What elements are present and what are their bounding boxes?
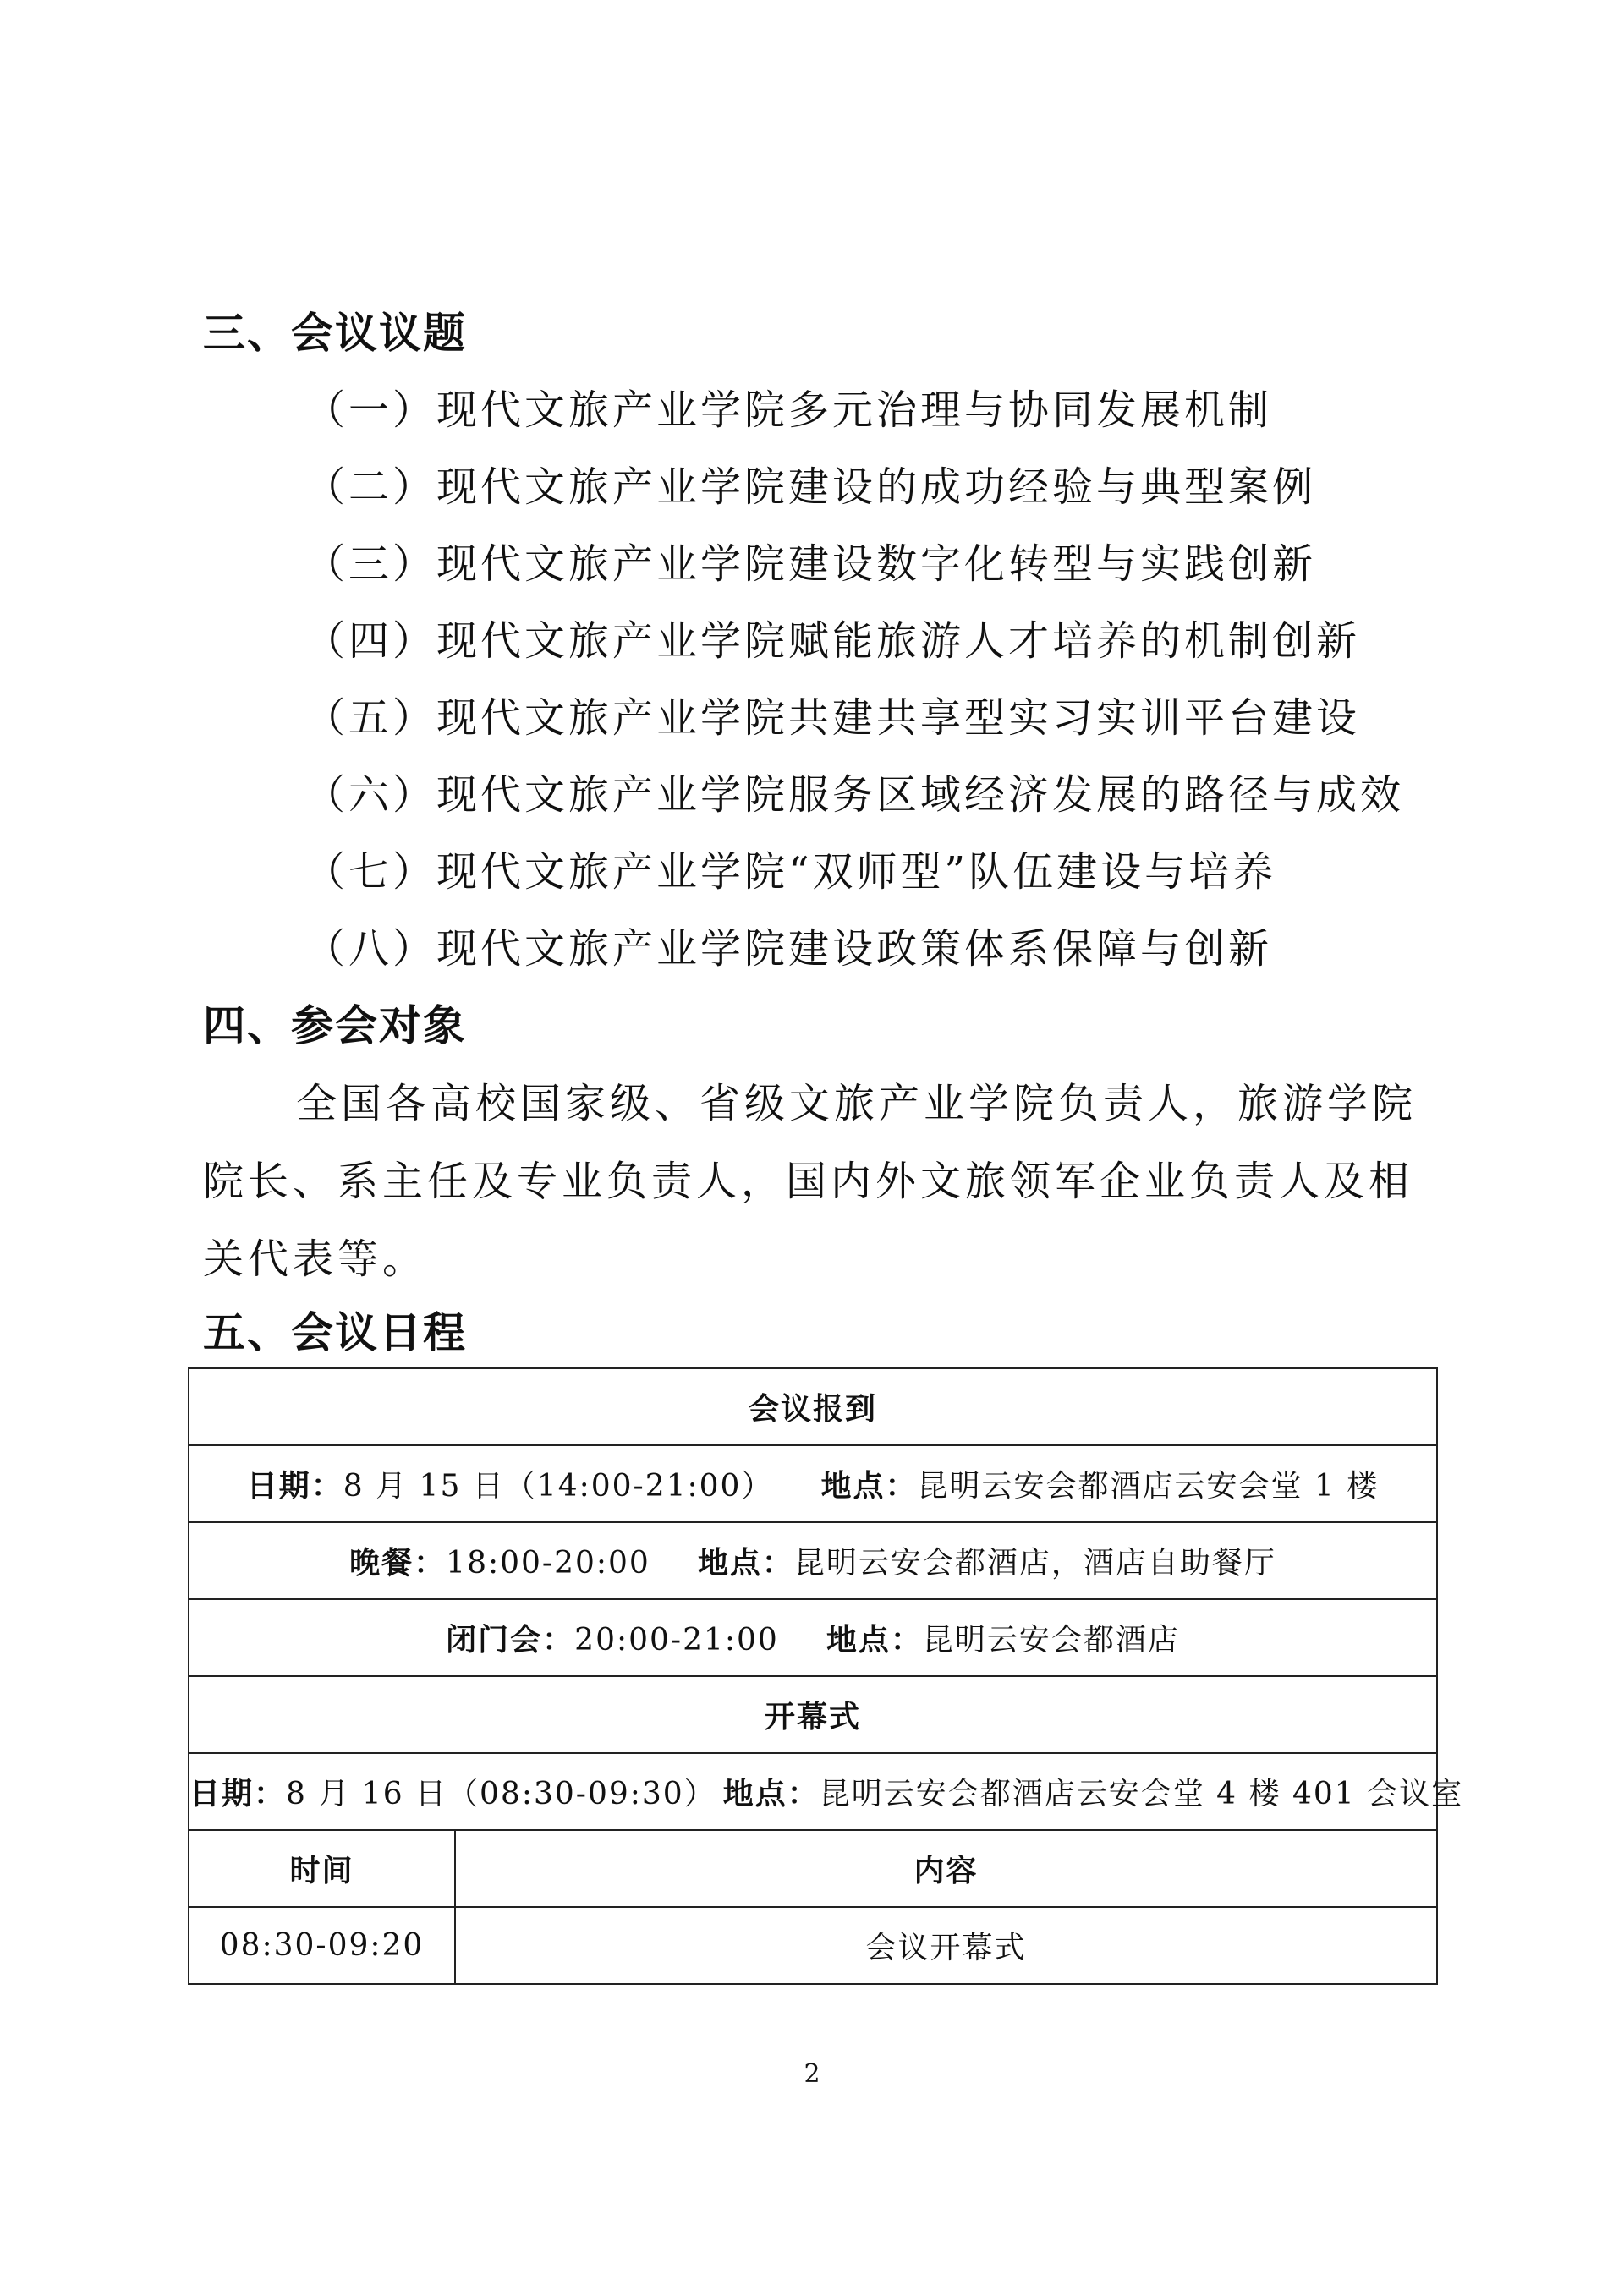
column-header-content <box>455 1830 1437 1907</box>
schedule-table <box>188 1367 1464 1985</box>
table-row <box>189 1599 1437 1676</box>
page-number: 2 <box>804 2059 820 2089</box>
registration-place: 昆明云安会都酒店云安会堂 1 楼 <box>917 1469 1380 1504</box>
registration-title-cell <box>189 1368 1437 1445</box>
table-row <box>189 1445 1437 1522</box>
registration-date-label: 日期： <box>246 1469 343 1504</box>
opening-info-cell <box>189 1753 1464 1830</box>
section-heading-topics: 三、会议议题 <box>203 309 467 358</box>
dinner-info-cell <box>189 1522 1437 1599</box>
section-heading-participants: 四、参会对象 <box>203 1001 467 1050</box>
topic-item-8: （八）现代文旅产业学院建设政策体系保障与创新 <box>304 925 1273 973</box>
closed-meeting-place-label: 地点： <box>826 1623 923 1658</box>
topic-item-7: （七）现代文旅产业学院“双师型”队伍建设与培养 <box>304 848 1277 896</box>
dinner-label: 晚餐： <box>349 1546 447 1581</box>
row-content-cell: 会议开幕式 <box>455 1907 1437 1984</box>
closed-meeting-cell <box>189 1599 1437 1676</box>
table-row <box>189 1368 1437 1445</box>
participants-paragraph: 全国各高校国家级、省级文旅产业学院负责人，旅游学院院长、系主任及专业负责人，国内外文旅领军企业负责人及相关代表等。 <box>203 1080 1418 1283</box>
opening-place: 昆明云安会都酒店云安会堂 4 楼 401 会议室 <box>819 1777 1464 1811</box>
dinner-time: 18:00-20:00 <box>446 1546 650 1581</box>
opening-title: 开幕式 <box>765 1700 862 1734</box>
topic-item-5: （五）现代文旅产业学院共建共享型实习实训平台建设 <box>304 694 1361 742</box>
column-header-time <box>189 1830 455 1907</box>
table-row <box>189 1676 1437 1753</box>
column-header-time-label: 时间 <box>289 1854 354 1888</box>
table-row <box>189 1753 1437 1830</box>
section-heading-schedule: 五、会议日程 <box>203 1308 467 1357</box>
registration-date: 8 月 15 日（14:00-21:00） <box>343 1469 774 1504</box>
dinner-place: 昆明云安会都酒店，酒店自助餐厅 <box>793 1546 1276 1581</box>
closed-meeting-time: 20:00-21:00 <box>574 1623 779 1658</box>
column-header-content-label: 内容 <box>914 1854 979 1888</box>
table-row <box>189 1522 1437 1599</box>
topic-item-6: （六）现代文旅产业学院服务区域经济发展的路径与成效 <box>304 771 1405 819</box>
table-row <box>189 1907 1437 1984</box>
opening-title-cell <box>189 1676 1437 1753</box>
closed-meeting-label: 闭门会： <box>446 1623 575 1658</box>
registration-place-label: 地点： <box>820 1469 918 1504</box>
opening-date-label: 日期： <box>189 1777 287 1811</box>
topic-item-1: （一）现代文旅产业学院多元治理与协同发展机制 <box>304 386 1273 434</box>
registration-info-cell <box>189 1445 1437 1522</box>
opening-date: 8 月 16 日（08:30-09:30） <box>286 1777 716 1811</box>
table-header-row <box>189 1830 1437 1907</box>
topic-item-3: （三）现代文旅产业学院建设数字化转型与实践创新 <box>304 540 1317 588</box>
dinner-place-label: 地点： <box>697 1546 794 1581</box>
closed-meeting-place: 昆明云安会都酒店 <box>922 1623 1180 1658</box>
topic-item-4: （四）现代文旅产业学院赋能旅游人才培养的机制创新 <box>304 617 1361 665</box>
row-time-cell: 08:30-09:20 <box>189 1907 455 1984</box>
registration-title: 会议报到 <box>749 1392 878 1427</box>
topic-item-2: （二）现代文旅产业学院建设的成功经验与典型案例 <box>304 463 1317 511</box>
opening-place-label: 地点： <box>722 1777 820 1811</box>
